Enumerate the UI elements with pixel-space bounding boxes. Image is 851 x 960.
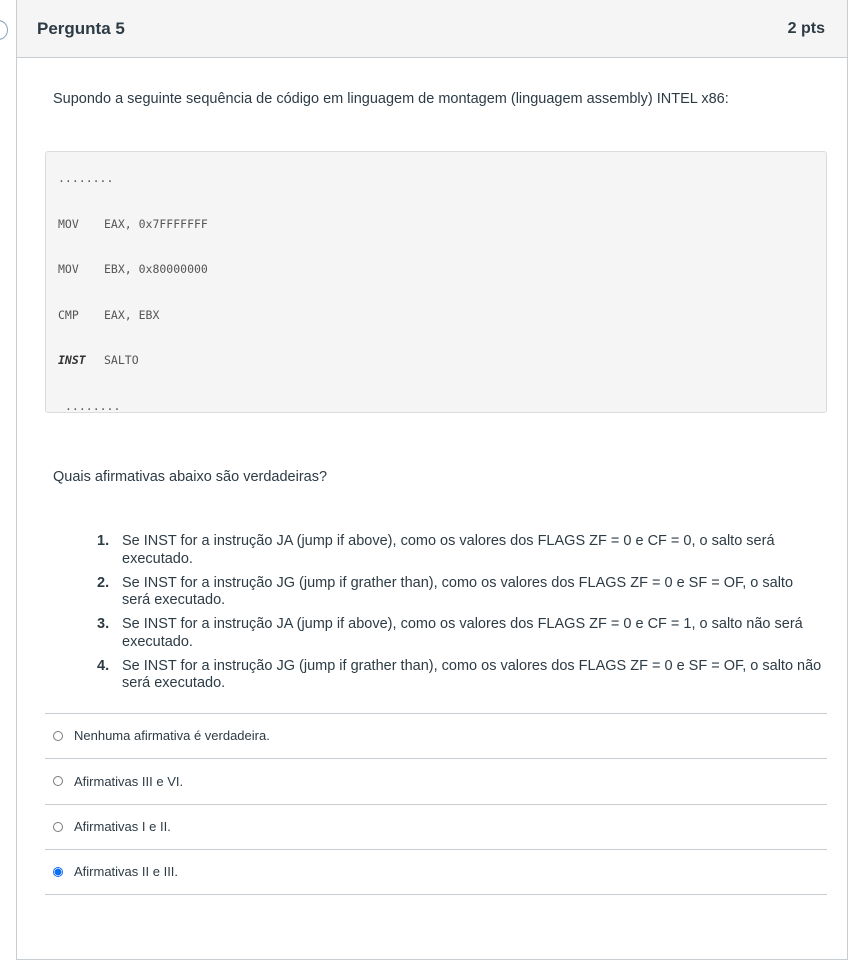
statement-item [97,616,822,651]
statement-number: 3. [97,616,110,632]
code-op: CMP [58,307,79,322]
answer-label[interactable]: Nenhuma afirmativa é verdadeira. [74,728,270,744]
code-line-inst [58,352,826,398]
question-body [17,91,847,895]
answer-label[interactable]: Afirmativas III e VI. [74,773,184,789]
statement-text: Se INST for a instrução JA (jump if above), como os valores dos FLAGS ZF = 0 e CF = 1, o salto não será executado. [122,616,803,650]
code-args: EAX, EBX [104,307,160,322]
question-intro: Supondo a seguinte sequência de código em linguagem de montagem (linguagem assembly) INTEL x86: [53,91,729,107]
radio-button[interactable] [53,731,63,741]
answer-option-selected[interactable] [45,849,827,895]
radio-button-selected[interactable] [53,867,63,877]
code-op: MOV [58,216,79,231]
statement-text: Se INST for a instrução JG (jump if grather than), como os valores dos FLAGS ZF = 0 e SF = OF, o salto será executado. [122,574,794,608]
answer-option[interactable] [45,804,827,850]
code-args: EBX, 0x80000000 [104,262,208,276]
code-inst-label: INST [58,353,86,367]
code-args: EAX, 0x7FFFFFFF [104,216,208,231]
code-block [45,151,827,413]
question-prompt: Quais afirmativas abaixo são verdadeiras? [53,469,328,485]
answer-label[interactable]: Afirmativas II e III. [74,864,179,880]
question-points: 2 pts [787,19,825,37]
answer-label[interactable]: Afirmativas I e II. [74,819,171,835]
statement-item [97,574,822,610]
code-line [58,261,826,307]
radio-button[interactable] [53,776,63,786]
question-title: Pergunta 5 [37,18,125,38]
code-line [58,307,826,353]
code-dots-bottom: ........ [65,398,121,413]
statement-number: 4. [97,657,110,674]
statement-text: Se INST for a instrução JA (jump if above), como os valores dos FLAGS ZF = 0 e CF = 0, o salto será executado. [122,533,775,567]
code-line [58,216,826,262]
code-op: MOV [58,262,79,276]
answer-option[interactable] [45,713,827,759]
question-card [16,0,848,960]
statement-number: 2. [97,574,110,591]
answer-option[interactable] [45,758,827,804]
code-inst-args: SALTO [104,353,139,367]
question-header [17,0,847,58]
statement-text: Se INST for a instrução JG (jump if grather than), como os valores dos FLAGS ZF = 0 e SF = OF, o salto não será executado. [122,657,822,691]
statement-item [97,533,822,568]
statement-list [53,533,822,693]
code-dots-top: ........ [58,171,114,185]
answer-options [45,713,827,895]
radio-button[interactable] [53,822,63,832]
statement-number: 1. [97,533,110,549]
bookmark-flag-icon[interactable] [0,20,8,40]
statement-item [97,657,822,693]
